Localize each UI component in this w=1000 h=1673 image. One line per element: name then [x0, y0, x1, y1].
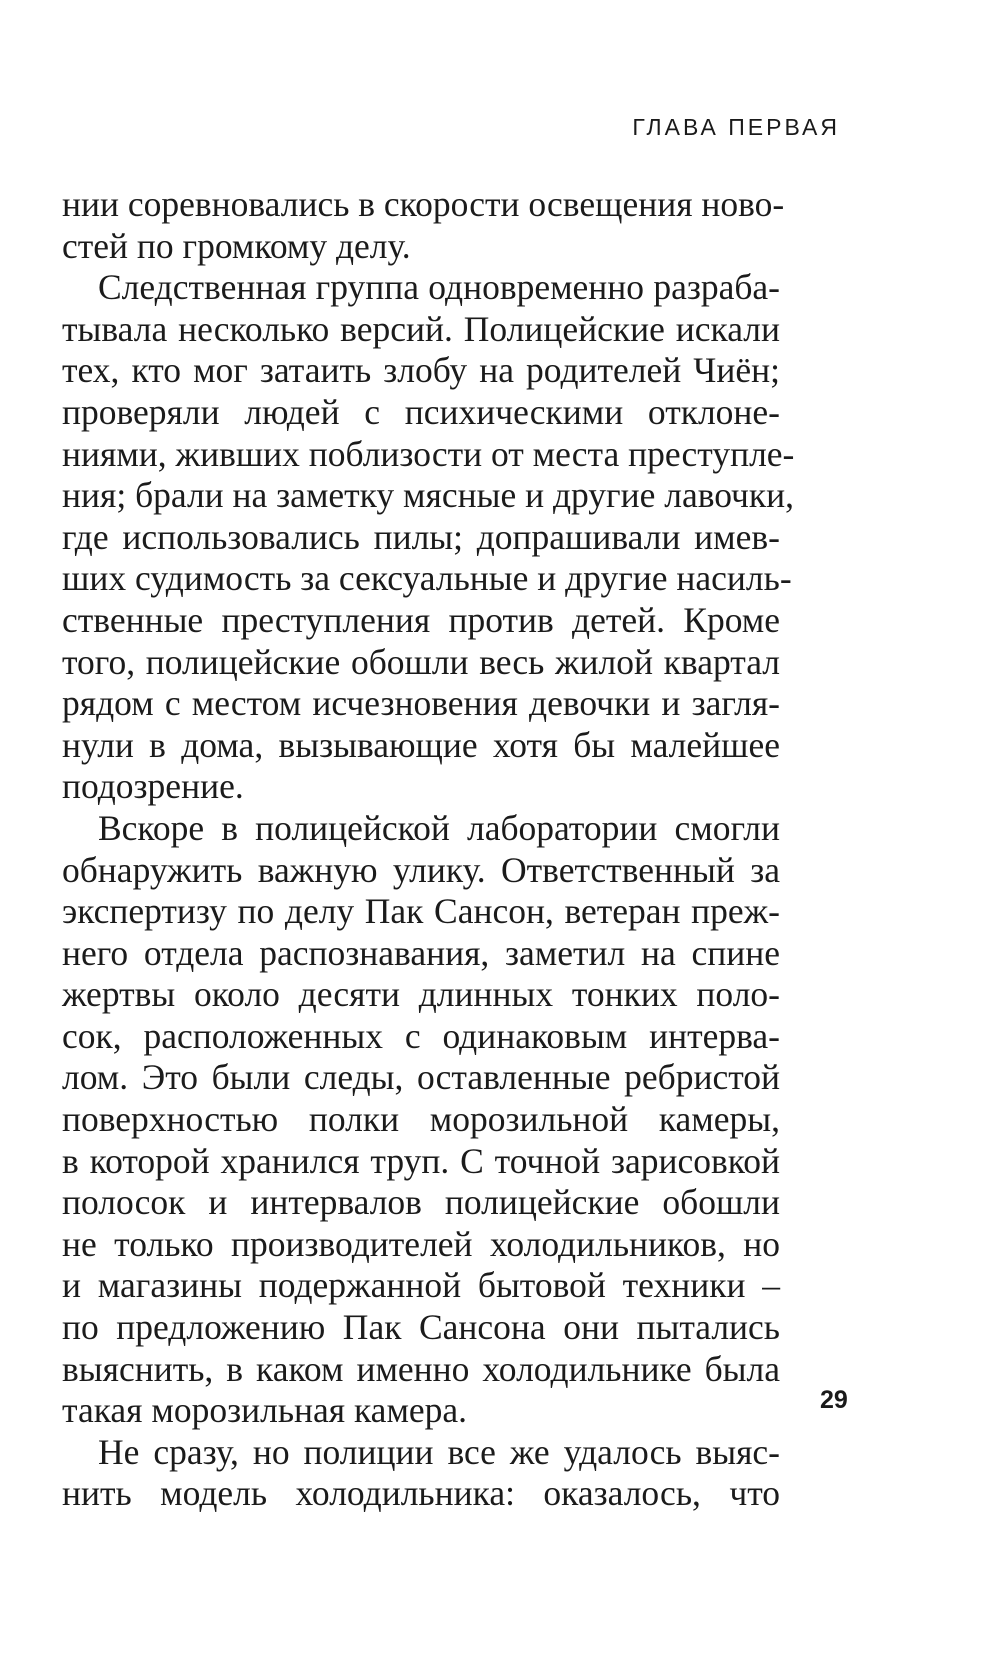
running-head: ГЛАВА ПЕРВАЯ	[632, 114, 840, 140]
text-line: подозрение.	[62, 766, 244, 807]
text-line: ственные преступления против детей. Кроме	[62, 599, 780, 640]
text-line: такая морозильная камера.	[62, 1390, 468, 1431]
text-line: лом. Это были следы, оставленные ребристой	[62, 1057, 780, 1098]
text-line: по предложению Пак Сансона они пытались	[62, 1307, 780, 1348]
text-line: него отдела распознавания, заметил на спине	[62, 932, 780, 973]
text-line: нии соревновались в скорости освещения ново-	[62, 184, 785, 224]
text-line: экспертизу по делу Пак Сансон, ветеран преж-	[62, 891, 780, 932]
text-line: выяснить, в каком именно холодильнике была	[62, 1348, 780, 1389]
text-line: Следственная группа одновременно разраба-	[98, 267, 780, 308]
text-line: Не сразу, но полиции все же удалось выяс-	[98, 1431, 780, 1472]
body-text	[62, 184, 795, 1515]
text-line: нули в дома, вызывающие хотя бы малейшее	[62, 724, 780, 765]
text-line: ших судимость за сексуальные и другие насиль-	[62, 558, 792, 599]
text-line: полосок и интервалов полицейские обошли	[62, 1182, 780, 1223]
text-line: ниями, живших поблизости от места преступле-	[62, 433, 795, 474]
text-line: стей по громкому делу.	[62, 225, 411, 266]
text-line: в которой хранился труп. С точной зарисовкой	[62, 1140, 780, 1181]
text-line: того, полицейские обошли весь жилой квартал	[62, 641, 780, 682]
text-line: ния; брали на заметку мясные и другие лавочки,	[62, 475, 795, 516]
page-number: 29	[820, 1386, 848, 1414]
text-line: сок, расположенных с одинаковым интерва-	[62, 1015, 780, 1056]
text-line: проверяли людей с психическими отклоне-	[62, 391, 780, 432]
text-line: нить модель холодильника: оказалось, что	[62, 1473, 780, 1514]
text-line: жертвы около десяти длинных тонких поло-	[62, 974, 780, 1015]
text-line: тех, кто мог затаить злобу на родителей Чиён;	[62, 350, 780, 391]
text-line: поверхностью полки морозильной камеры,	[62, 1099, 780, 1140]
text-line: где использовались пилы; допрашивали имев-	[62, 516, 780, 557]
text-line: не только производителей холодильников, но	[62, 1223, 780, 1264]
text-line: рядом с местом исчезновения девочки и загля-	[62, 683, 780, 724]
text-line: тывала несколько версий. Полицейские искали	[62, 308, 780, 349]
text-line: обнаружить важную улику. Ответственный за	[62, 849, 780, 890]
text-line: и магазины подержанной бытовой техники –	[62, 1265, 780, 1306]
text-line: Вскоре в полицейской лаборатории смогли	[98, 807, 780, 848]
